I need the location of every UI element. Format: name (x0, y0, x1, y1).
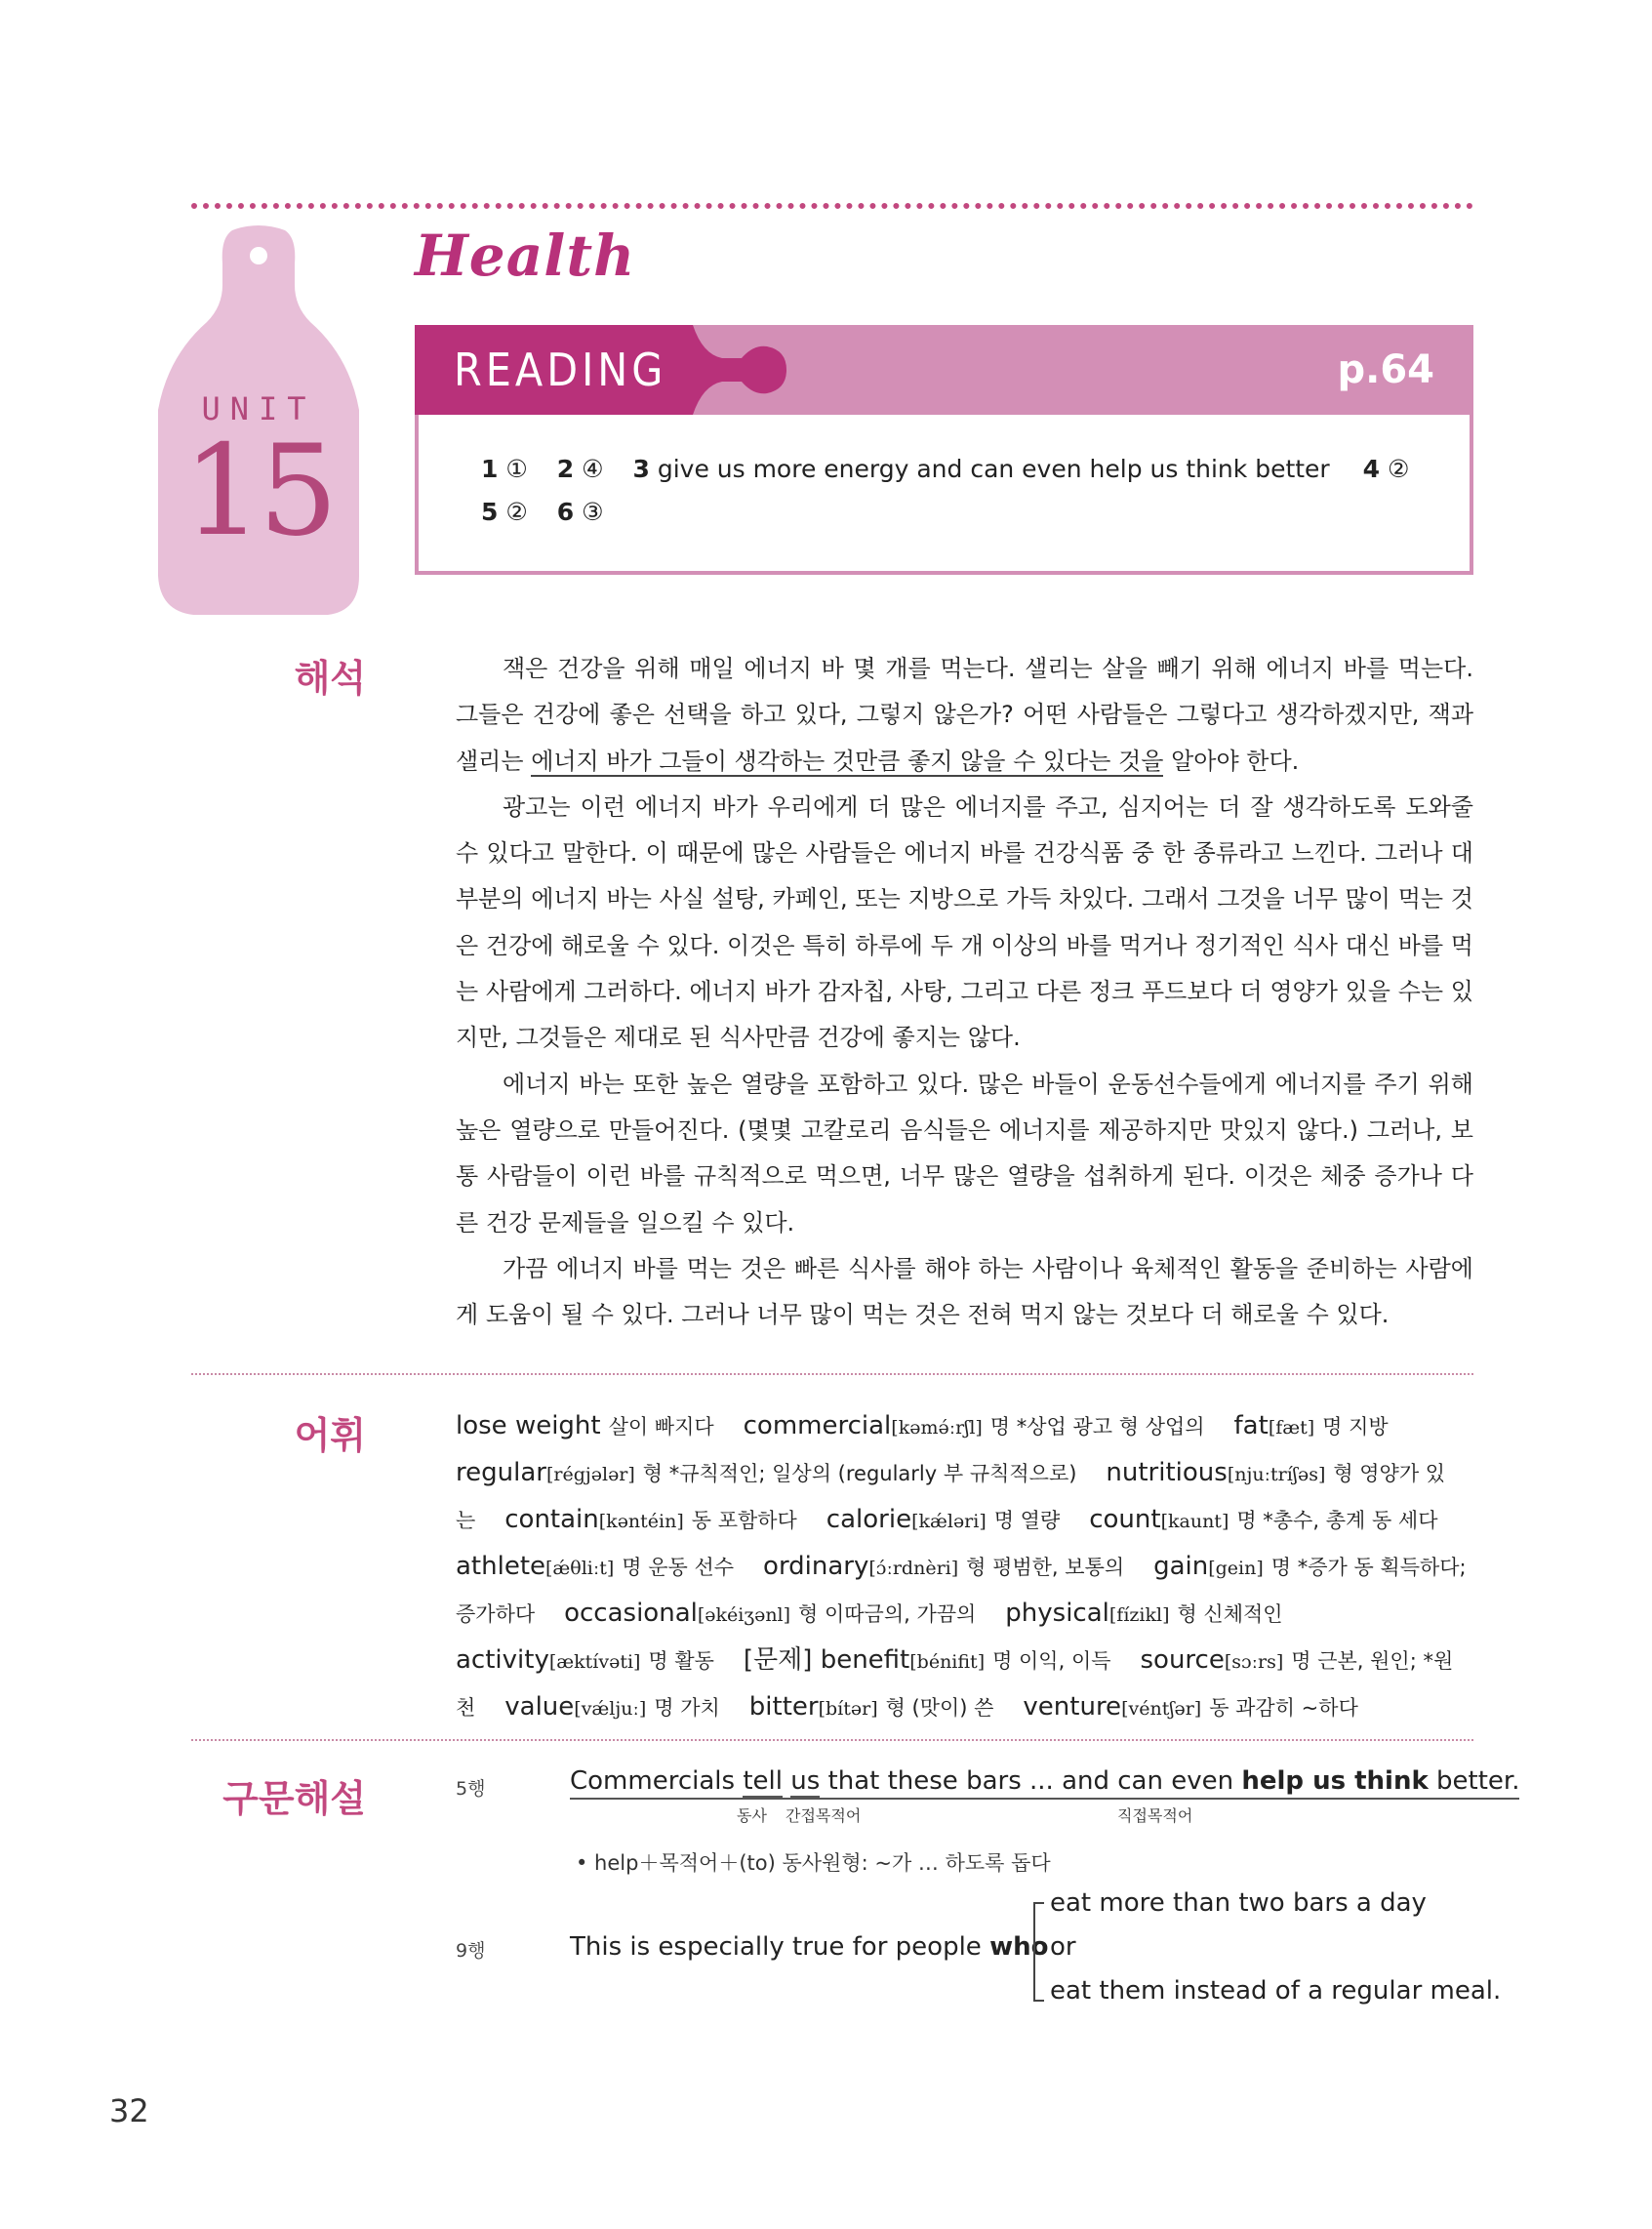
translation-body (456, 646, 1473, 1338)
vocab-item: venture[véntʃər] 동 과감히 ~하다 (1023, 1692, 1358, 1722)
tag-indirect-object: 간접목적어 (786, 1806, 862, 1825)
grammar-heading: 구문해설 (222, 1777, 366, 1820)
answer-number: 2 (556, 455, 575, 483)
vocab-item: nutritious[njuːtríʃəs] 형 영양가 있는 (456, 1458, 1446, 1532)
answer-number: 6 (556, 498, 575, 526)
vocab-item: physical[fízikl] 형 신체적인 (1005, 1599, 1283, 1628)
answer-value: ③ (582, 498, 604, 526)
vocab-item: contain[kəntéin] 동 포함하다 (504, 1505, 797, 1534)
answer-number: 3 (632, 455, 650, 483)
paddle-shape (673, 325, 790, 415)
line-label: 5행 (456, 1778, 486, 1800)
vocab-item: fat[fæt] 명 지방 (1233, 1411, 1389, 1440)
vocab-item: bitter[bítər] 형 (맛이) 쓴 (748, 1692, 994, 1722)
answer-value: ② (505, 498, 528, 526)
page-reference: p.64 (1337, 347, 1434, 392)
answer-value: ② (1388, 455, 1410, 483)
tag-direct-object: 직접목적어 (1117, 1806, 1193, 1825)
vocab-item: source[sɔːrs] 명 근본, 원인; *원천 (456, 1645, 1454, 1720)
translation-paragraph: 에너지 바는 또한 높은 열량을 포함하고 있다. 많은 바들이 운동선수들에게 에너지를 주기 위해 높은 열량으로 만들어진다. (몇몇 고칼로리 음식들은 에너지를 제공하지만 맛있지 않다.) 그러나, 보통 사람들이 이런 바를 규칙적으로 먹으면, 너무 많은 열량을 섭취하게 된다. 이것은 체중 증가나 다른 건강 문제들을 일으킬 수 있다. (456, 1070, 1473, 1236)
answer-value: give us more energy and can even help us think better (657, 455, 1330, 483)
grammar-note: • help＋목적어＋(to) 동사원형: ~가 … 하도록 돕다 (576, 1851, 1051, 1875)
vocab-item: value[vǽljuː] 명 가치 (504, 1692, 720, 1722)
answer-number: 4 (1362, 455, 1381, 483)
option-1: eat more than two bars a day (1050, 1888, 1427, 1918)
unit-label: UNIT (201, 390, 316, 427)
answer-value: ④ (582, 455, 604, 483)
bracket (1030, 1901, 1050, 2003)
vocab-item: [문제] benefit[bénifit] 명 이익, 이득 (743, 1645, 1111, 1675)
section-divider (191, 1373, 1473, 1375)
option-or: or (1050, 1932, 1076, 1962)
vocab-item: ordinary[ɔ́ːrdnèri] 형 평범한, 보통의 (763, 1552, 1125, 1581)
translation-heading: 해석 (294, 657, 366, 700)
answer-box (415, 415, 1473, 575)
translation-paragraph: 잭은 건강을 위해 매일 에너지 바 몇 개를 먹는다. 샐리는 살을 빼기 위해 에너지 바를 먹는다. 그들은 건강에 좋은 선택을 하고 있다, 그렇지 않은가? 어떤 사람들은 그렇다고 생각하겠지만, 잭과 샐리는 에너지 바가 그들이 생각하는 것만큼 좋지 않을 수 있다는 것을 알아야 한다. (456, 655, 1473, 775)
line-label: 9행 (456, 1940, 486, 1962)
vocab-item: lose weight 살이 빠지다 (456, 1411, 714, 1440)
answer-row-1 (481, 455, 1409, 483)
topic-title: Health (415, 223, 636, 289)
vocab-heading: 어휘 (294, 1414, 366, 1457)
vocab-item: athlete[ǽθliːt] 명 운동 선수 (456, 1552, 735, 1581)
translation-paragraph: 가끔 에너지 바를 먹는 것은 빠른 식사를 해야 하는 사람이나 육체적인 활동을 준비하는 사람에게 도움이 될 수 있다. 그러나 너무 많이 먹는 것은 전혀 먹지 않는 것보다 더 해로울 수 있다. (456, 1254, 1473, 1329)
grammar-sentence-5: Commercials tell us that these bars ... and can even help us think better. (570, 1766, 1519, 1800)
vocab-item: commercial[kəmə́ːrʃl] 명 *상업 광고 형 상업의 (743, 1411, 1205, 1440)
section-divider (191, 1739, 1473, 1741)
page-number: 32 (109, 2092, 149, 2129)
answer-row-2 (481, 498, 604, 526)
unit-number: 15 (182, 419, 335, 564)
grammar-sentence-9: This is especially true for people who (570, 1932, 1049, 1962)
answer-number: 1 (481, 455, 499, 483)
translation-paragraph: 광고는 이런 에너지 바가 우리에게 더 많은 에너지를 주고, 심지어는 더 잘 생각하도록 도와줄 수 있다고 말한다. 이 때문에 많은 사람들은 에너지 바를 건강식품 중 한 종류라고 느낀다. 그러나 대부분의 에너지 바는 사실 설탕, 카페인, 또는 지방으로 가득 차있다. 그래서 그것을 너무 많이 먹는 것은 건강에 해로울 수 있다. 이것은 특히 하루에 두 개 이상의 바를 먹거나 정기적인 식사 대신 바를 먹는 사람에게 그러하다. 에너지 바가 감자칩, 사탕, 그리고 다른 정크 푸드보다 더 영양가 있을 수는 있지만, 그것들은 제대로 된 식사만큼 건강에 좋지는 않다. (456, 792, 1473, 1052)
vocab-item: occasional[əkéiʒənl] 형 이따금의, 가끔의 (564, 1599, 977, 1628)
vocab-item: regular[régjələr] 형 *규칙적인; 일상의 (regularly 부 규칙적으로) (456, 1458, 1077, 1487)
vocab-item: count[kaunt] 명 *총수, 총계 동 세다 (1089, 1505, 1438, 1534)
vocab-item: gain[gein] 명 *증가 동 획득하다; 증가하다 (456, 1552, 1467, 1626)
vocab-list (456, 1403, 1473, 1731)
tag-verb: 동사 (737, 1806, 767, 1825)
top-dotted-rule (191, 203, 1473, 209)
underlined-phrase: 에너지 바가 그들이 생각하는 것만큼 좋지 않을 수 있다는 것을 (531, 747, 1164, 775)
option-2: eat them instead of a regular meal. (1050, 1976, 1502, 2006)
answer-value: ① (505, 455, 528, 483)
vocab-item: calorie[kǽləri] 명 열량 (826, 1505, 1061, 1534)
answer-number: 5 (481, 498, 499, 526)
vocab-item: activity[æktívəti] 명 활동 (456, 1645, 714, 1675)
reading-label: READING 1 (415, 325, 678, 415)
